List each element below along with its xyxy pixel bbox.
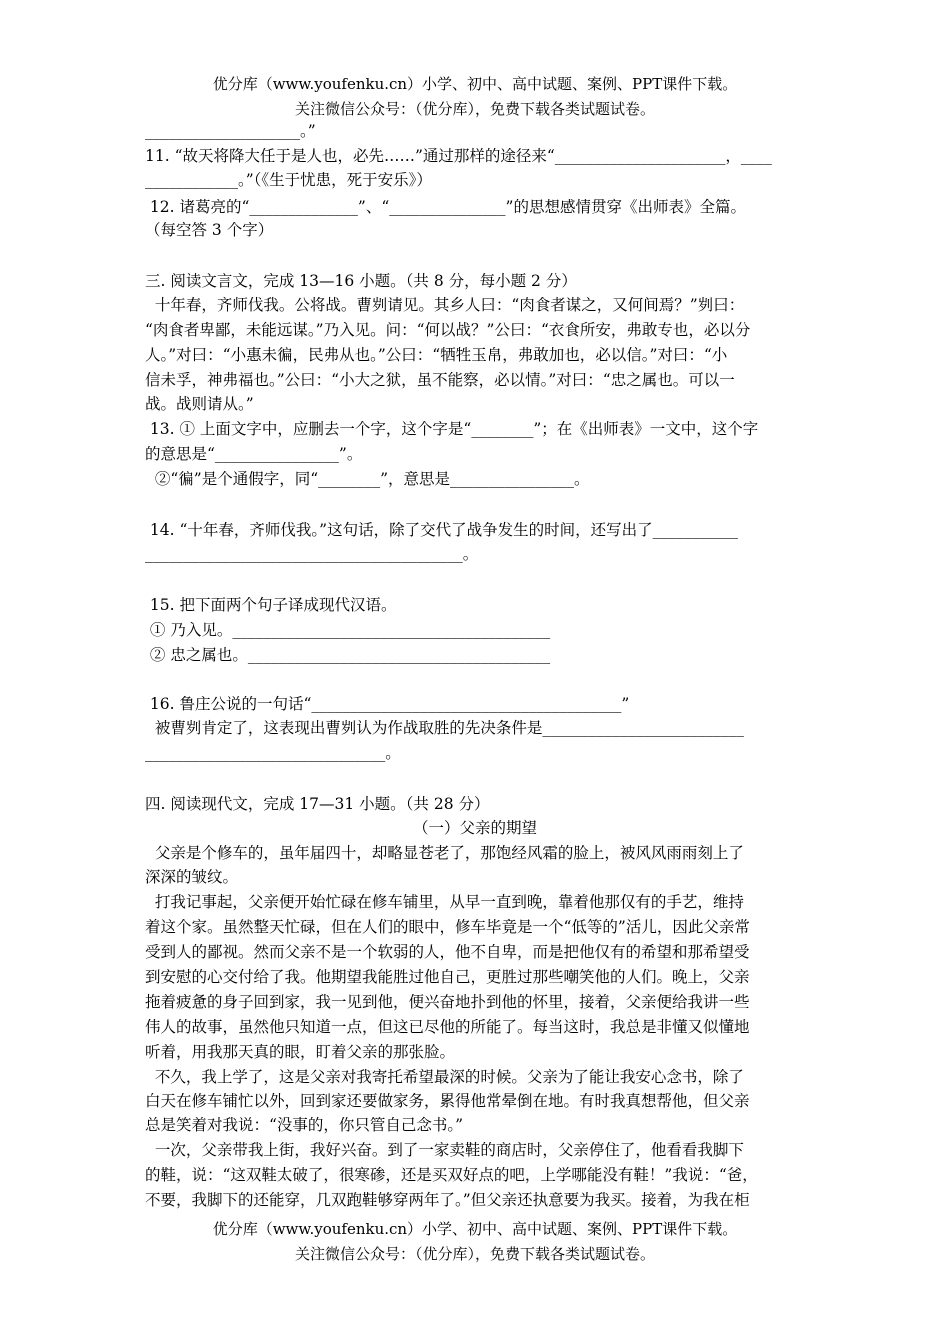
passage-line: 的鞋，说：“这双鞋太破了，很寒碜，还是买双好点的吧，上学哪能没有鞋！”我说：“爸， (145, 1166, 758, 1184)
question-14: 14. “十年春，齐师伐我。”这句话，除了交代了战争发生的时间，还写出了___________ (145, 521, 738, 539)
passage-line: 到安慰的心交付给了我。他期望我能胜过他自己，更胜过那些嘲笑他的人们。晚上，父亲 (145, 968, 750, 986)
passage-line: 打我记事起，父亲便开始忙碌在修车铺里，从早一直到晚，靠着他那仅有的手艺，维持 (145, 893, 744, 911)
passage-line: 总是笑着对我说：“没事的，你只管自己念书。” (145, 1116, 464, 1134)
passage-line: 深深的皱纹。 (145, 868, 239, 886)
header-line-2: 关注微信公众号：（优分库），免费下载各类试题试卷。 (294, 100, 655, 118)
classical-text-line: 战。战则请从。” (145, 395, 254, 413)
text-line: ① 乃入见。_________________________________________ (145, 621, 551, 639)
section-4-heading: 四. 阅读现代文，完成 17—31 小题。（共 28 分） (145, 795, 490, 813)
text-line: _______________________________。 (145, 744, 401, 762)
text-line: ② 忠之属也。_______________________________________ (145, 646, 551, 664)
question-11: 11. “故天将降大任于是人也，必先……”通过那样的途径来“______________________，____ (145, 147, 772, 165)
classical-text-line: “肉食者卑鄙，未能远谋。”乃入见。问：“何以战？”公曰：“衣食所安，弗敢专也，必以分 (145, 321, 751, 339)
passage-line: 着这个家。虽然整天忙碌，但在人们的眼中，修车毕竟是一个“低等的”活儿，因此父亲常 (145, 918, 750, 936)
passage-title: （一）父亲的期望 (412, 819, 537, 837)
question-15: 15. 把下面两个句子译成现代汉语。 (145, 596, 397, 614)
passage-line: 白天在修车铺忙以外，回到家还要做家务，累得他常晕倒在地。有时我真想帮他，但父亲 (145, 1092, 750, 1110)
passage-line: 拖着疲惫的身子回到家，我一见到他，便兴奋地扑到他的怀里，接着，父亲便给我讲一些 (145, 993, 750, 1011)
question-13: 13. ① 上面文字中，应删去一个字，这个字是“________”；在《出师表》一文中，这个字 (145, 420, 759, 438)
passage-line: 听着，用我那天真的眼，盯着父亲的那张脸。 (145, 1043, 456, 1061)
section-3-heading: 三. 阅读文言文，完成 13—16 小题。（共 8 分，每小题 2 分） (145, 272, 577, 290)
text-line: ____________。”（《生于忧患，死于安乐》） (145, 171, 432, 189)
classical-text-line: 人。”对曰：“小惠未徧，民弗从也。”公曰：“牺牲玉帛，弗敢加也，必以信。”对曰：“小 (145, 346, 728, 364)
passage-line: 伟人的故事，虽然他只知道一点，但这已尽他的所能了。每当这时，我总是非懂又似懂地 (145, 1018, 750, 1036)
passage-line: 不久，我上学了，这是父亲对我寄托希望最深的时候。父亲为了能让我安心念书，除了 (145, 1068, 744, 1086)
passage-line: 受到人的鄙视。然而父亲不是一个软弱的人，他不自卑，而是把他仅有的希望和那希望受 (145, 943, 750, 961)
text-line: _________________________________________。 (145, 545, 479, 563)
text-line: （每空答 3 个字） (145, 221, 274, 239)
text-line: ②“徧”是个通假字，同“________”，意思是________________。 (145, 470, 590, 488)
classical-text-line: 十年春，齐师伐我。公将战。曹刿请见。其乡人曰：“肉食者谋之，又何间焉？”刿曰： (145, 296, 745, 314)
question-16: 16. 鲁庄公说的一句话“________________________________________” (145, 695, 630, 713)
classical-text-line: 信未孚，神弗福也。”公曰：“小大之狱，虽不能察，必以情。”对曰：“忠之属也。可以一 (145, 371, 735, 389)
passage-line: 不要，我脚下的还能穿，几双跑鞋够穿两年了。”但父亲还执意要为我买。接着，为我在柜 (145, 1191, 750, 1209)
header-line-1: 优分库（www.youfenku.cn）小学、初中、高中试题、案例、PPT课件下载。 (212, 75, 738, 93)
footer-line-1: 优分库（www.youfenku.cn）小学、初中、高中试题、案例、PPT课件下载。 (212, 1220, 738, 1238)
text-line: 的意思是“________________”。 (145, 445, 363, 463)
passage-line: 父亲是个修车的，虽年届四十，却略显苍老了，那饱经风霜的脸上，被风风雨雨刻上了 (145, 844, 744, 862)
footer-line-2: 关注微信公众号：（优分库），免费下载各类试题试卷。 (294, 1245, 655, 1263)
question-12: 12. 诸葛亮的“______________”、“_______________”的思想感情贯穿《出师表》全篇。 (145, 198, 746, 216)
text-line: 被曹刿肯定了，这表现出曹刿认为作战取胜的先决条件是__________________________ (145, 719, 744, 737)
text-line: ____________________。” (145, 122, 316, 140)
passage-line: 一次，父亲带我上街，我好兴奋。到了一家卖鞋的商店时，父亲停住了，他看看我脚下 (145, 1141, 744, 1159)
